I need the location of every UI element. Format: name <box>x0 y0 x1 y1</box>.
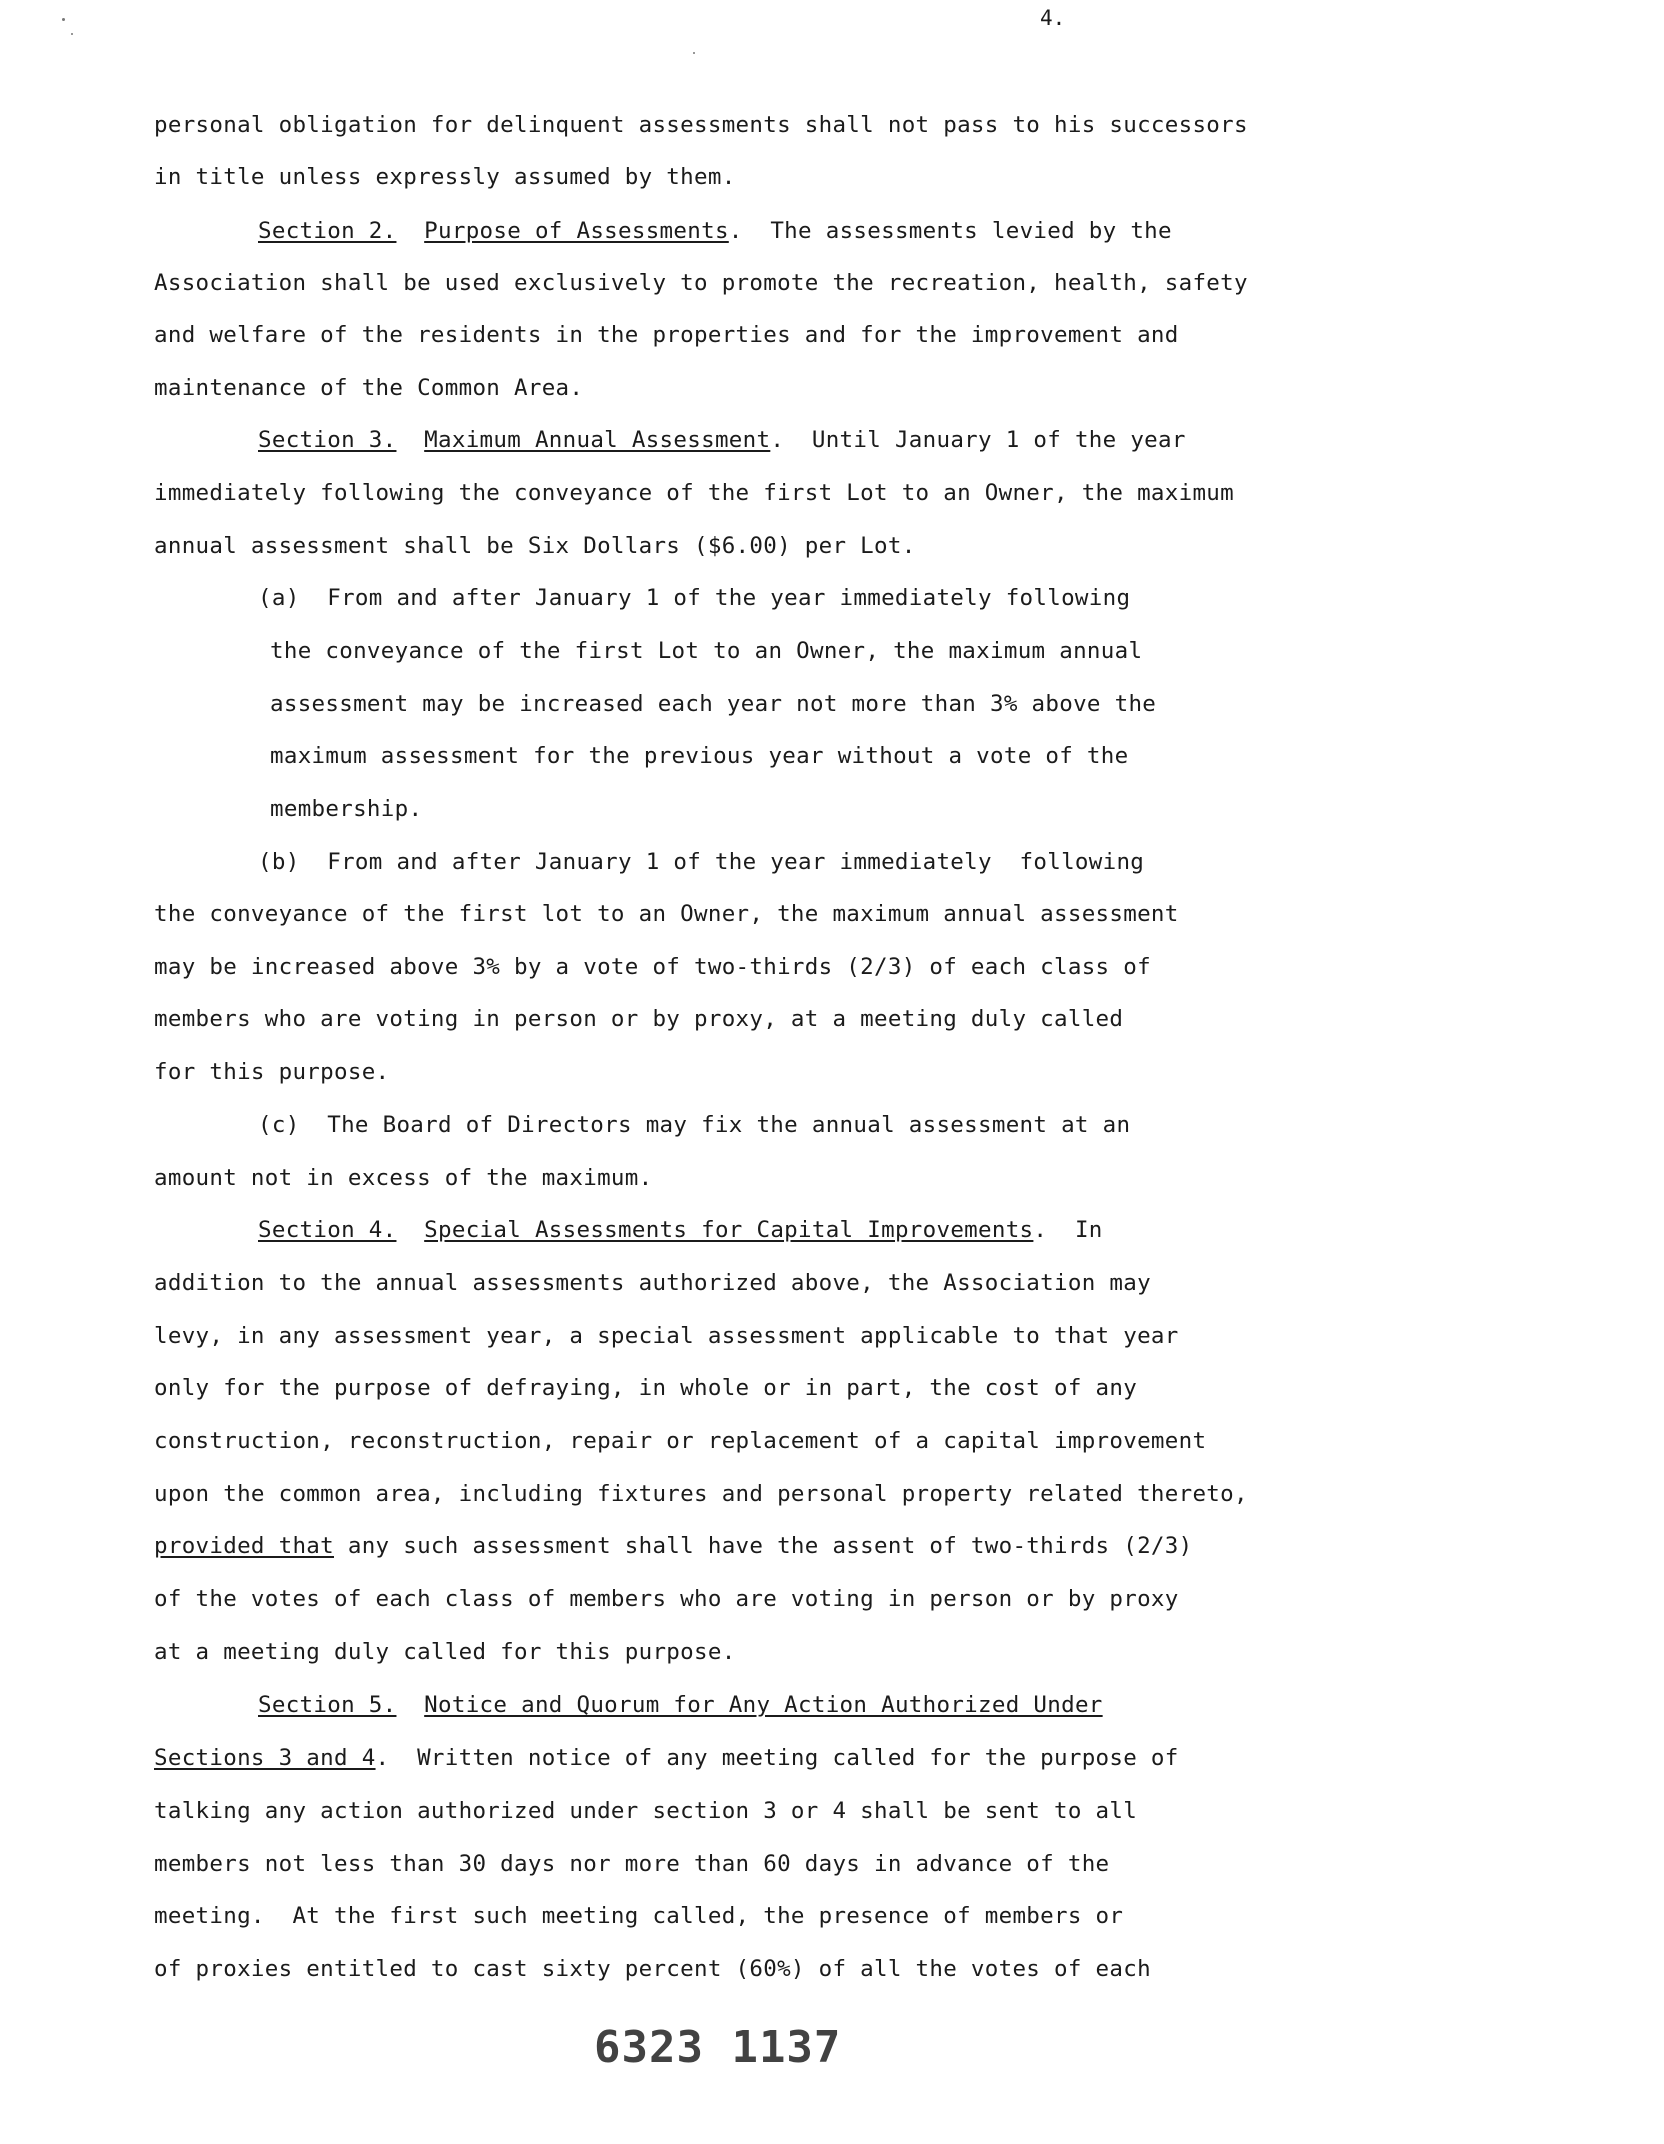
text-fragment: any such assessment shall have the assent of two-thirds (2/3) <box>334 1533 1193 1559</box>
text-line: maximum assessment for the previous year without a vote of the <box>270 743 1129 769</box>
text-line: membership. <box>270 796 423 822</box>
section-title: Special Assessments for Capital Improvements <box>424 1217 1034 1243</box>
scan-speck <box>62 18 65 21</box>
scan-speck <box>71 33 73 35</box>
text-line: annual assessment shall be Six Dollars ($6.00) per Lot. <box>154 533 916 559</box>
text-line: for this purpose. <box>154 1059 390 1085</box>
section-label: Section 2. <box>258 218 397 244</box>
page-number: 4. <box>1040 6 1066 30</box>
text-line <box>154 1531 1192 1561</box>
text-line: personal obligation for delinquent assessments shall not pass to his successors <box>154 112 1248 138</box>
text-line: immediately following the conveyance of the first Lot to an Owner, the maximum <box>154 480 1234 506</box>
text-line <box>154 1743 1179 1773</box>
text-fragment: . Written notice of any meeting called for the purpose of <box>375 1745 1179 1771</box>
section-label: Section 3. <box>258 427 397 453</box>
text-line: (b) From and after January 1 of the year immediately following <box>258 849 1145 875</box>
section-title: Purpose of Assessments <box>424 218 729 244</box>
section-title: Maximum Annual Assessment <box>424 427 771 453</box>
text-line: amount not in excess of the maximum. <box>154 1165 653 1191</box>
text-line: only for the purpose of defraying, in whole or in part, the cost of any <box>154 1375 1138 1401</box>
text-line: construction, reconstruction, repair or replacement of a capital improvement <box>154 1428 1207 1454</box>
section-5-heading-line <box>258 1690 1103 1720</box>
text-line: in title unless expressly assumed by them. <box>154 164 736 190</box>
section-title-continued: Sections 3 and 4 <box>154 1745 376 1771</box>
section-title: Notice and Quorum for Any Action Authorized Under <box>424 1692 1103 1718</box>
text-line: of proxies entitled to cast sixty percent (60%) of all the votes of each <box>154 1956 1151 1982</box>
section-3-heading-line <box>258 425 1186 455</box>
text-fragment: . Until January 1 of the year <box>770 427 1186 453</box>
recording-stamp: 6323 1137 <box>594 2022 842 2073</box>
text-line: may be increased above 3% by a vote of two-thirds (2/3) of each class of <box>154 954 1151 980</box>
text-line: Association shall be used exclusively to promote the recreation, health, safety <box>154 270 1248 296</box>
text-line: at a meeting duly called for this purpose. <box>154 1639 736 1665</box>
text-line: the conveyance of the first lot to an Owner, the maximum annual assessment <box>154 901 1179 927</box>
text-line: members not less than 30 days nor more than 60 days in advance of the <box>154 1851 1110 1877</box>
underlined-phrase: provided that <box>154 1533 334 1559</box>
text-line: assessment may be increased each year not more than 3% above the <box>270 691 1157 717</box>
text-line: (c) The Board of Directors may fix the annual assessment at an <box>258 1112 1131 1138</box>
section-label: Section 4. <box>258 1217 397 1243</box>
text-fragment: . The assessments levied by the <box>728 218 1172 244</box>
text-line: upon the common area, including fixtures and personal property related thereto, <box>154 1481 1248 1507</box>
section-4-heading-line <box>258 1215 1103 1245</box>
scan-speck <box>693 52 695 54</box>
text-line: addition to the annual assessments authorized above, the Association may <box>154 1270 1151 1296</box>
text-line: levy, in any assessment year, a special assessment applicable to that year <box>154 1323 1179 1349</box>
section-2-heading-line <box>258 216 1172 246</box>
text-line: of the votes of each class of members who are voting in person or by proxy <box>154 1586 1179 1612</box>
text-line: members who are voting in person or by proxy, at a meeting duly called <box>154 1006 1124 1032</box>
section-label: Section 5. <box>258 1692 397 1718</box>
text-fragment: . In <box>1033 1217 1103 1243</box>
text-line: meeting. At the first such meeting called, the presence of members or <box>154 1903 1124 1929</box>
text-line: (a) From and after January 1 of the year immediately following <box>258 585 1131 611</box>
text-line: and welfare of the residents in the properties and for the improvement and <box>154 322 1179 348</box>
text-line: the conveyance of the first Lot to an Owner, the maximum annual <box>270 638 1143 664</box>
text-line: maintenance of the Common Area. <box>154 375 584 401</box>
text-line: talking any action authorized under section 3 or 4 shall be sent to all <box>154 1798 1138 1824</box>
